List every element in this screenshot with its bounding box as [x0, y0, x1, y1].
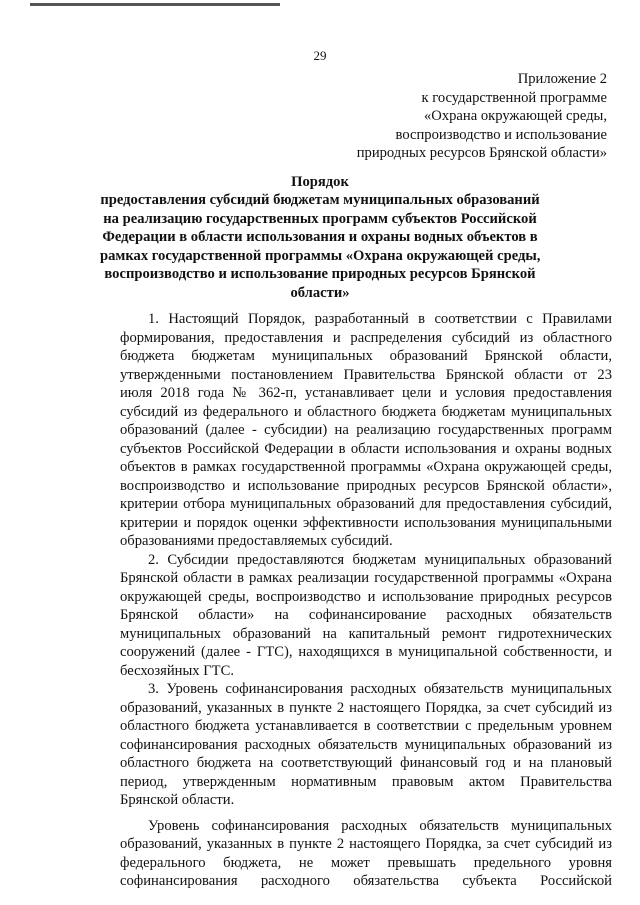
paragraph-4 [120, 817, 612, 891]
text-line: 1. Настоящий Порядок, разработанный в соответствии с Правилами [148, 311, 612, 327]
text-line: объектов в рамках государственной программы «Охрана окружающей среды, [120, 459, 612, 475]
text-line: июля 2018 года № 362-п, устанавливает цели и условия предоставления [120, 385, 612, 401]
text-line: формирования, предоставления и распределения субсидий из областного [120, 329, 612, 346]
text-line: Уровень софинансирования расходных обязательств муниципальных [148, 817, 612, 834]
page-number: 29 [313, 48, 327, 63]
subtitle-line: на реализацию государственных программ субъектов Российской [103, 210, 537, 227]
appendix-note [357, 70, 607, 163]
appendix-line: воспроизводство и использование [395, 126, 607, 143]
subtitle-line: предоставления субсидий бюджетам муниципальных образований [100, 192, 540, 208]
text-line: Брянской области. [120, 792, 235, 808]
paragraph-3 [120, 680, 612, 810]
text-line: образований, указанных в пункте 2 настоящего Порядка, за счет субсидий из [120, 699, 612, 716]
text-line: период, утвержденным нормативным правовым актом Правительства [120, 773, 612, 790]
scan-edge-line [30, 3, 280, 6]
text-line: Брянской области в рамках реализации государственной программы «Охрана [120, 570, 612, 586]
text-line: окружающей среды, воспроизводство и использование природных ресурсов [120, 588, 612, 605]
document-title: Порядок [291, 174, 349, 190]
text-line: утвержденными постановлением Правительства Брянской области от 23 [120, 366, 612, 383]
text-line: 3. Уровень софинансирования расходных обязательств муниципальных [148, 681, 612, 697]
text-line: 2. Субсидии предоставляются бюджетам муниципальных образований [148, 551, 612, 568]
text-line: бесхозяйных ГТС. [120, 662, 234, 679]
subtitle-line: Федерации в области использования и охраны водных объектов в [102, 229, 538, 245]
subtitle-line: воспроизводство и использование природных ресурсов Брянской [104, 266, 536, 282]
text-line: образованиями предоставляемых субсидий. [120, 533, 393, 549]
text-line: сооружений (далее - ГТС), находящихся в муниципальной собственности, и [120, 644, 612, 660]
text-line: образований, указанных в пункте 2 настоящего Порядка, за счет субсидий из [120, 836, 612, 852]
document-body [120, 310, 612, 891]
text-line: субъектов Российской Федерации в области использования и охраны водных [120, 440, 612, 457]
text-line: субсидий из федерального и областного бюджета бюджетам муниципальных [120, 403, 612, 420]
text-line: бюджета бюджетам муниципальных образований Брянской области, [120, 348, 612, 364]
text-line: областного бюджета устанавливается в соответствии с предельным уровнем [120, 718, 612, 734]
text-line: софинансирования расходных обязательств муниципальных образований из [120, 736, 612, 753]
appendix-line: «Охрана окружающей среды, [423, 108, 607, 124]
subtitle-line: области» [290, 284, 350, 301]
paragraph-2 [120, 551, 612, 681]
text-line: федерального бюджета, не может превышать предельного уровня [120, 854, 612, 871]
paragraph-1 [120, 310, 612, 551]
subtitle-line: рамках государственной программы «Охрана окружающей среды, [100, 247, 541, 264]
text-line: критерии и порядок оценки эффективности использования муниципальными [120, 514, 612, 531]
document-subtitle [100, 191, 540, 302]
appendix-line: к государственной программе [421, 89, 607, 106]
text-line: воспроизводство и использование природных ресурсов Брянской области», [120, 477, 612, 494]
appendix-line: Приложение 2 [517, 71, 607, 87]
text-line: муниципальных образований на капитальный ремонт гидротехнических [120, 625, 612, 642]
text-line: Брянской области» на софинансирование расходных обязательств [120, 607, 612, 623]
text-line: софинансирования расходного обязательства субъекта Российской [120, 873, 612, 889]
text-line: критерии отбора муниципальных образований для предоставления субсидий, [120, 496, 612, 512]
text-line: образований (далее - субсидии) на реализацию государственных программ [120, 422, 612, 438]
text-line: областного бюджета на соответствующий финансовый год и на плановый [120, 755, 612, 771]
appendix-line: природных ресурсов Брянской области» [356, 145, 607, 161]
